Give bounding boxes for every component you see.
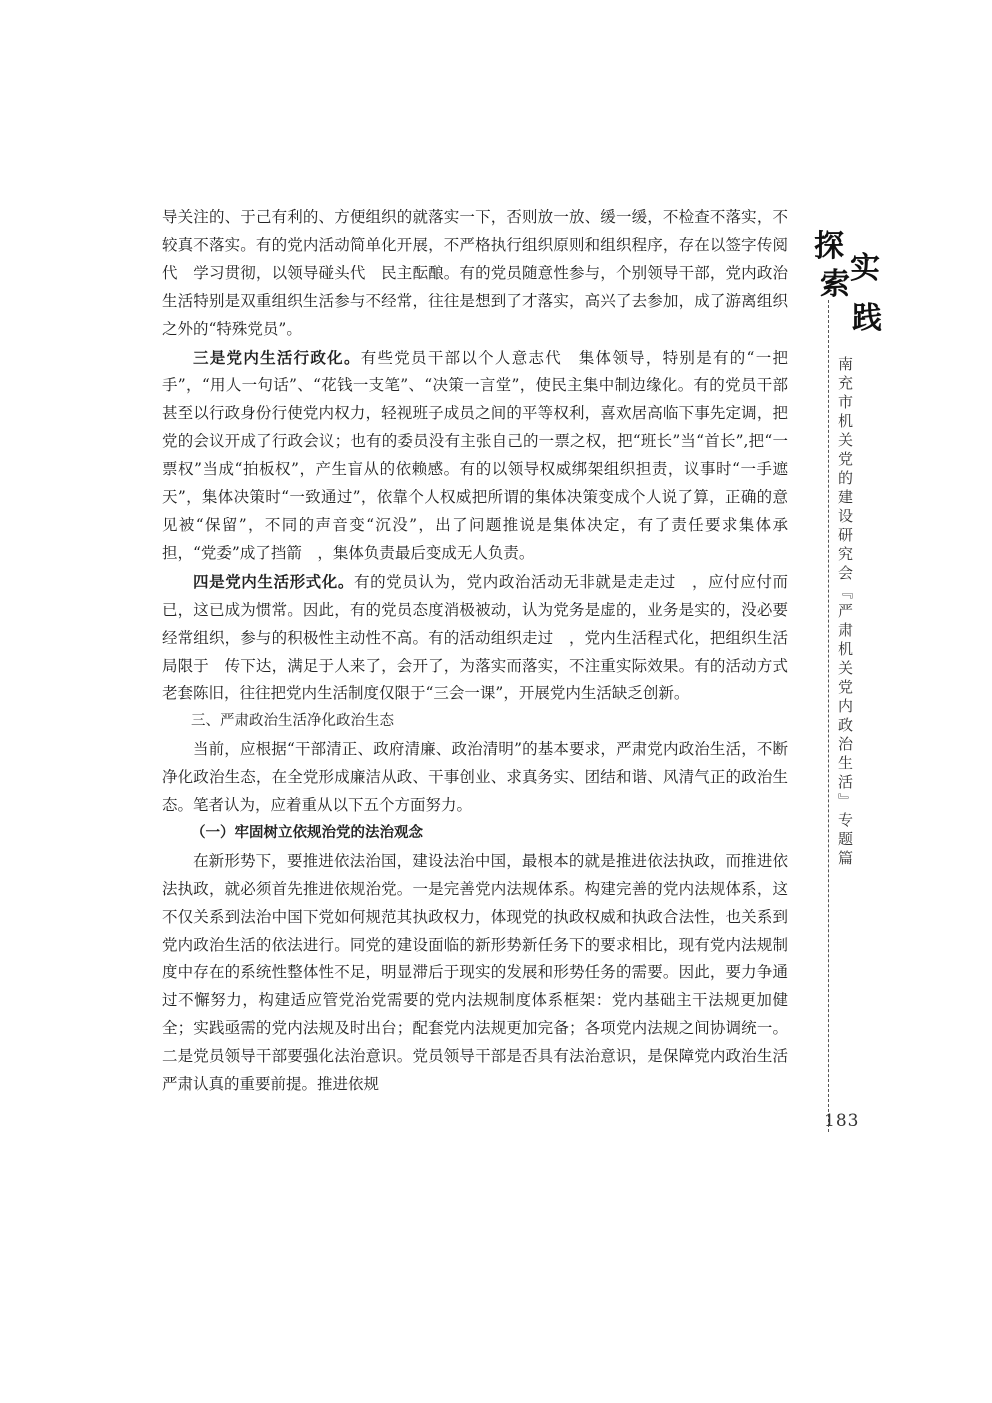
title-char: 践	[852, 301, 882, 336]
paragraph-lead: 三是党内生活行政化。	[193, 347, 361, 367]
page-number: 183	[824, 1111, 860, 1131]
title-char: 实	[850, 251, 880, 286]
paragraph: 在新形势下，要推进依法治国，建设法治中国，最根本的就是推进依法执政，而推进依法执政，就必须首先推进依规治党。一是完善党内法规体系。构建完善的党内法规体系，这不仅关系到法治中国下党如何规范其执政权力，体现党的执政权威和执政合法性，也关系到党内政治生活的依法进行。同党的建设面临的新形势新任务下的要求相比，现有党内法规制度中存在的系统性整体性不足，明显滞后于现实的发展和形势任务的需要。因此，要力争通过不懈努力，构建适应管党治党需要的党内法规制度体系框架：党内基础主干法规更加健全；实践亟需的党内法规及时出台；配套党内法规更加完备；各项党内法规之间协调统一。二是党员领导干部要强化法治意识。党员领导干部是否具有法治意识，是保障党内政治生活严肃认真的重要前提。推进依规	[162, 851, 788, 1094]
paragraph: 导关注的、于己有利的、方便组织的就落实一下，否则放一放、缓一缓，不检查不落实，不较真不落实。有的党内活动简单化开展，不严格执行组织原则和组织程序，存在以签字传阅代 学习贯彻，以领导碰头代 民主酝酿。有的党员随意性参与，个别领导干部，党内政治生活特别是双重组织生活参与不经常，往往是想到了才落实，高兴了去参加，成了游离组织之外的“特殊党员”。	[162, 208, 788, 338]
article-body	[162, 204, 788, 1099]
title-char: 索	[820, 267, 850, 302]
paragraph	[162, 568, 788, 709]
subsection-heading: （一）牢固树立依规治党的法治观念	[191, 824, 423, 841]
title-char: 探	[814, 229, 844, 264]
series-title: 南充市机关党的建设研究会『严肃机关党内政治生活』专题篇	[836, 356, 854, 869]
paragraph: 当前，应根据“干部清正、政府清廉、政治清明”的基本要求，严肃党内政治生活，不断净化政治生态，在全党形成廉洁从政、干事创业、求真务实、团结和谐、风清气正的政治生态。笔者认为，应着重从以下五个方面努力。	[162, 740, 788, 815]
paragraph	[162, 344, 788, 568]
paragraph-lead: 四是党内生活形式化。	[193, 571, 354, 591]
section-heading: 三、严肃政治生活净化政治生态	[191, 713, 394, 730]
paragraph-body: 有些党员干部以个人意志代 集体领导，特别是有的“一把手”，“用人一句话”、“花钱一支笔”、“决策一言堂”，使民主集中制边缘化。有的党员干部甚至以行政身份行使党内权力，轻视班子成员之间的平等权利，喜欢居高临下事先定调，把党的会议开成了行政会议；也有的委员没有主张自己的一票之权，把“班长”当“首长”,把“一票权”当成“拍板权”，产生盲从的依赖感。有的以领导权威绑架组织担责，议事时“一手遮天”，集体决策时“一致通过”，依靠个人权威把所谓的集体决策变成个人说了算，正确的意见被“保留”，不同的声音变“沉没”，出了问题推说是集体决定，有了责任要求集体承担，“党委”成了挡箭 ，集体负责最后变成无人负责。	[162, 348, 788, 562]
paragraph-body: 有的党员认为，党内政治活动无非就是走走过 ，应付应付而已，这已成为惯常。因此，有的党员态度消极被动，认为党务是虚的，业务是实的，没必要经常组织，参与的积极性主动性不高。有的活动组织走过 ，党内生活程式化，把组织生活局限于 传下达，满足于人来了，会开了，为落实而落实，不注重实际效果。有的活动方式老套陈旧，往往把党内生活制度仅限于“三会一课”，开展党内生活缺乏创新。	[162, 572, 788, 703]
side-calligraphy-title	[812, 229, 886, 342]
dashed-divider	[828, 300, 829, 1132]
